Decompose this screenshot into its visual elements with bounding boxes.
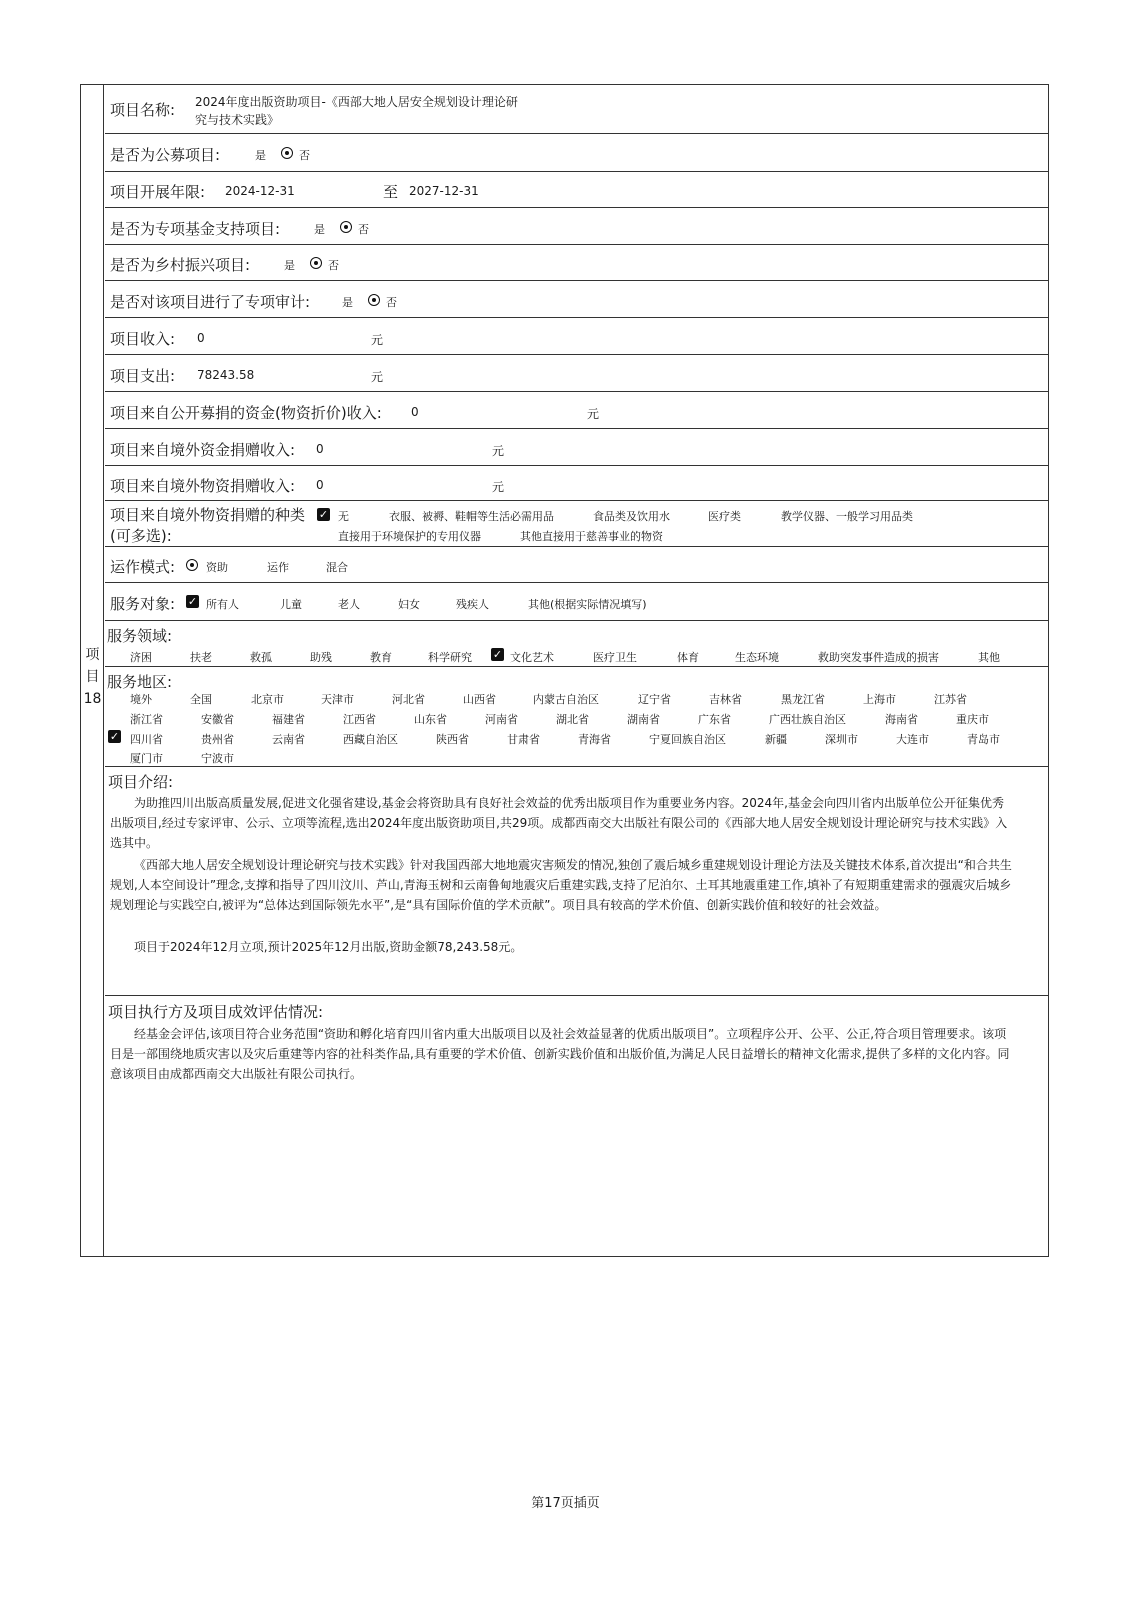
row-public-donation	[105, 392, 1048, 429]
region-r1-3: 天津市	[321, 693, 354, 706]
region-r2-4: 山东省	[414, 713, 447, 726]
region-r1-2: 北京市	[251, 693, 284, 706]
page-footer: 第17页插页	[531, 1496, 600, 1511]
mode-option-grant: 资助	[206, 561, 228, 574]
foreign-goods-value: 0	[316, 478, 324, 492]
region-r3-0: 四川省	[130, 733, 163, 746]
mode-option-mixed: 混合	[326, 561, 348, 574]
region-r3-7: 宁夏回族自治区	[649, 733, 726, 746]
region-r1-4: 河北省	[392, 693, 425, 706]
field-option-1: 扶老	[190, 651, 212, 664]
row-expense	[105, 355, 1048, 392]
region-r1-8: 吉林省	[709, 693, 742, 706]
region-r1-5: 山西省	[463, 693, 496, 706]
goods-option-charity: 其他直接用于慈善事业的物资	[520, 530, 663, 543]
goods-option-none: 无	[338, 510, 349, 523]
mode-option-operate: 运作	[267, 561, 289, 574]
regions-label: 服务地区:	[107, 673, 173, 691]
row-targets	[105, 583, 1048, 621]
region-r1-11: 江苏省	[934, 693, 967, 706]
rural-yes: 是	[284, 259, 295, 272]
region-r2-2: 福建省	[272, 713, 305, 726]
field-option-4: 教育	[370, 651, 392, 664]
region-r2-1: 安徽省	[201, 713, 234, 726]
evaluation-label: 项目执行方及项目成效评估情况:	[108, 1003, 324, 1021]
row-evaluation	[105, 996, 1048, 1257]
region-r2-10: 海南省	[885, 713, 918, 726]
row-period	[105, 172, 1048, 208]
intro-paragraph-2: 《西部大地人居安全规划设计理论研究与技术实践》针对我国西部大地地震灾害频发的情况,独创了震后城乡重建规划设计理论方法及关键技术体系,首次提出“和合共生规划,人本空间设计”理念,支撑和指导了四川汶川、芦山,青海玉树和云南鲁甸地震灾后重建实践,支持了尼泊尔、土耳其地震重建工作,填补了有短期重建需求的强震灾后城乡规划理论与实践空白,被评为“总体达到国际领先水平”,是“具有国际价值的学术贡献”。项目具有较高的学术价值、创新实践价值和较好的社会效益。	[110, 858, 1012, 912]
special-fund-radio[interactable]	[340, 221, 352, 233]
expense-value: 78243.58	[197, 368, 255, 382]
intro-paragraph-1: 为助推四川出版高质量发展,促进文化强省建设,基金会将资助具有良好社会效益的优秀出版项目作为重要业务内容。2024年,基金会向四川省内出版单位公开征集优秀出版项目,经过专家评审、公示、立项等流程,选出2024年度出版资助项目,共29项。成都西南交大出版社有限公司的《西部大地人居安全规划设计理论研究与技术实践》入选其中。	[110, 796, 1008, 850]
period-start: 2024-12-31	[225, 184, 295, 198]
field-option-0: 济困	[130, 651, 152, 664]
row-intro	[105, 767, 1048, 996]
public-donation-value: 0	[411, 405, 419, 419]
public-donation-unit: 元	[587, 407, 600, 421]
foreign-goods-label: 项目来自境外物资捐赠收入:	[110, 477, 296, 495]
rural-label: 是否为乡村振兴项目:	[110, 256, 251, 274]
region-r1-7: 辽宁省	[638, 693, 671, 706]
row-audit	[105, 281, 1048, 318]
region-r3-6: 青海省	[578, 733, 611, 746]
public-donation-label: 项目来自公开募捐的资金(物资折价)收入:	[110, 404, 382, 422]
goods-option-clothing: 衣服、被褥、鞋帽等生活必需用品	[389, 510, 554, 523]
field-option-10: 救助突发事件造成的损害	[818, 651, 939, 664]
field-option-11: 其他	[978, 651, 1000, 664]
region-r3-1: 贵州省	[201, 733, 234, 746]
targets-all-checkbox[interactable]: ✓	[187, 595, 198, 608]
income-value: 0	[197, 331, 205, 345]
region-r3-8: 新疆	[765, 733, 787, 746]
target-option-disabled: 残疾人	[456, 598, 489, 611]
mode-grant-radio[interactable]	[186, 559, 198, 571]
project-form	[80, 84, 1049, 1257]
side-column	[81, 85, 104, 1256]
evaluation-paragraph-1: 经基金会评估,该项目符合业务范围“资助和孵化培育四川省内重大出版项目以及社会效益显著的优质出版项目”。立项程序公开、公平、公正,符合项目管理要求。该项目是一部围绕地质灾害以及灾后重建等内容的社科类作品,具有重要的学术价值、创新实践价值和出版价值,为满足人民日益增长的精神文化需求,提供了多样的文化内容。同意该项目由成都西南交大出版社有限公司执行。	[110, 1027, 1010, 1081]
goods-none-checkbox[interactable]: ✓	[318, 508, 329, 521]
special-fund-yes: 是	[314, 223, 325, 236]
special-fund-no: 否	[358, 223, 369, 236]
rural-no: 否	[328, 259, 339, 272]
row-special-fund	[105, 208, 1048, 245]
row-fields	[105, 621, 1048, 667]
region-r3-5: 甘肃省	[507, 733, 540, 746]
region-r1-6: 内蒙古自治区	[533, 693, 599, 706]
field-culture-checkbox[interactable]: ✓	[492, 648, 503, 661]
rural-radio[interactable]	[310, 257, 322, 269]
goods-option-food: 食品类及饮用水	[593, 510, 670, 523]
expense-label: 项目支出:	[110, 367, 176, 385]
goods-types-label-2: (可多选):	[110, 527, 172, 545]
row-foreign-fund	[105, 429, 1048, 466]
targets-label: 服务对象:	[110, 595, 176, 613]
row-project-name	[105, 85, 1048, 134]
public-fundraising-yes: 是	[255, 149, 266, 162]
row-rural	[105, 245, 1048, 281]
region-r3-11: 青岛市	[967, 733, 1000, 746]
target-option-women: 妇女	[398, 598, 420, 611]
row-goods-types	[105, 501, 1048, 547]
goods-option-environment: 直接用于环境保护的专用仪器	[338, 530, 481, 543]
income-unit: 元	[371, 333, 384, 347]
income-label: 项目收入:	[110, 330, 176, 348]
field-option-6: 文化艺术	[510, 651, 554, 664]
public-fundraising-radio[interactable]	[281, 147, 293, 159]
field-option-9: 生态环境	[735, 651, 779, 664]
region-sichuan-checkbox[interactable]: ✓	[109, 730, 120, 743]
project-name-line1: 2024年度出版资助项目-《西部大地人居安全规划设计理论研	[195, 95, 518, 109]
region-r1-10: 上海市	[863, 693, 896, 706]
field-option-3: 助残	[310, 651, 332, 664]
expense-unit: 元	[371, 370, 384, 384]
public-fundraising-no: 否	[299, 149, 310, 162]
period-to: 至	[383, 183, 399, 201]
region-r3-9: 深圳市	[825, 733, 858, 746]
region-r2-5: 河南省	[485, 713, 518, 726]
region-r1-0: 境外	[130, 693, 152, 706]
field-option-2: 救孤	[250, 651, 272, 664]
region-r4-1: 宁波市	[201, 752, 234, 765]
region-r2-7: 湖南省	[627, 713, 660, 726]
row-mode	[105, 547, 1048, 583]
foreign-goods-unit: 元	[492, 480, 505, 494]
audit-label: 是否对该项目进行了专项审计:	[110, 293, 311, 311]
side-label: 项 目 18	[83, 647, 102, 707]
region-r2-6: 湖北省	[556, 713, 589, 726]
foreign-fund-value: 0	[316, 442, 324, 456]
target-option-elderly: 老人	[338, 598, 360, 611]
row-foreign-goods	[105, 466, 1048, 501]
region-r2-8: 广东省	[698, 713, 731, 726]
goods-types-label-1: 项目来自境外物资捐赠的种类	[110, 506, 306, 524]
region-r3-4: 陕西省	[436, 733, 469, 746]
special-fund-label: 是否为专项基金支持项目:	[110, 220, 281, 238]
row-public-fundraising	[105, 134, 1048, 172]
goods-option-medical: 医疗类	[708, 510, 741, 523]
region-r3-2: 云南省	[272, 733, 305, 746]
period-end: 2027-12-31	[409, 184, 479, 198]
foreign-fund-unit: 元	[492, 444, 505, 458]
region-r1-1: 全国	[190, 693, 212, 706]
audit-yes: 是	[342, 296, 353, 309]
target-option-children: 儿童	[280, 598, 302, 611]
target-option-all: 所有人	[206, 598, 239, 611]
intro-label: 项目介绍:	[108, 773, 174, 791]
project-name-label: 项目名称:	[110, 101, 176, 119]
row-regions	[105, 667, 1048, 767]
intro-paragraph-3: 项目于2024年12月立项,预计2025年12月出版,资助金额78,243.58元。	[134, 940, 523, 954]
public-fundraising-label: 是否为公募项目:	[110, 146, 221, 164]
foreign-fund-label: 项目来自境外资金捐赠收入:	[110, 441, 296, 459]
region-r2-3: 江西省	[343, 713, 376, 726]
audit-radio[interactable]	[368, 294, 380, 306]
region-r3-3: 西藏自治区	[343, 733, 398, 746]
audit-no: 否	[386, 296, 397, 309]
region-r4-0: 厦门市	[130, 752, 163, 765]
field-option-7: 医疗卫生	[593, 651, 637, 664]
region-r2-0: 浙江省	[130, 713, 163, 726]
field-option-8: 体育	[677, 651, 699, 664]
goods-option-teaching: 教学仪器、一般学习用品类	[781, 510, 913, 523]
region-r3-10: 大连市	[896, 733, 929, 746]
region-r2-11: 重庆市	[956, 713, 989, 726]
fields-label: 服务领域:	[107, 627, 173, 645]
region-r1-9: 黑龙江省	[781, 693, 825, 706]
row-income	[105, 318, 1048, 355]
region-r2-9: 广西壮族自治区	[769, 713, 846, 726]
target-option-other: 其他(根据实际情况填写)	[528, 598, 647, 611]
mode-label: 运作模式:	[110, 558, 176, 576]
field-option-5: 科学研究	[428, 651, 472, 664]
project-name-line2: 究与技术实践》	[195, 113, 280, 127]
period-label: 项目开展年限:	[110, 183, 206, 201]
